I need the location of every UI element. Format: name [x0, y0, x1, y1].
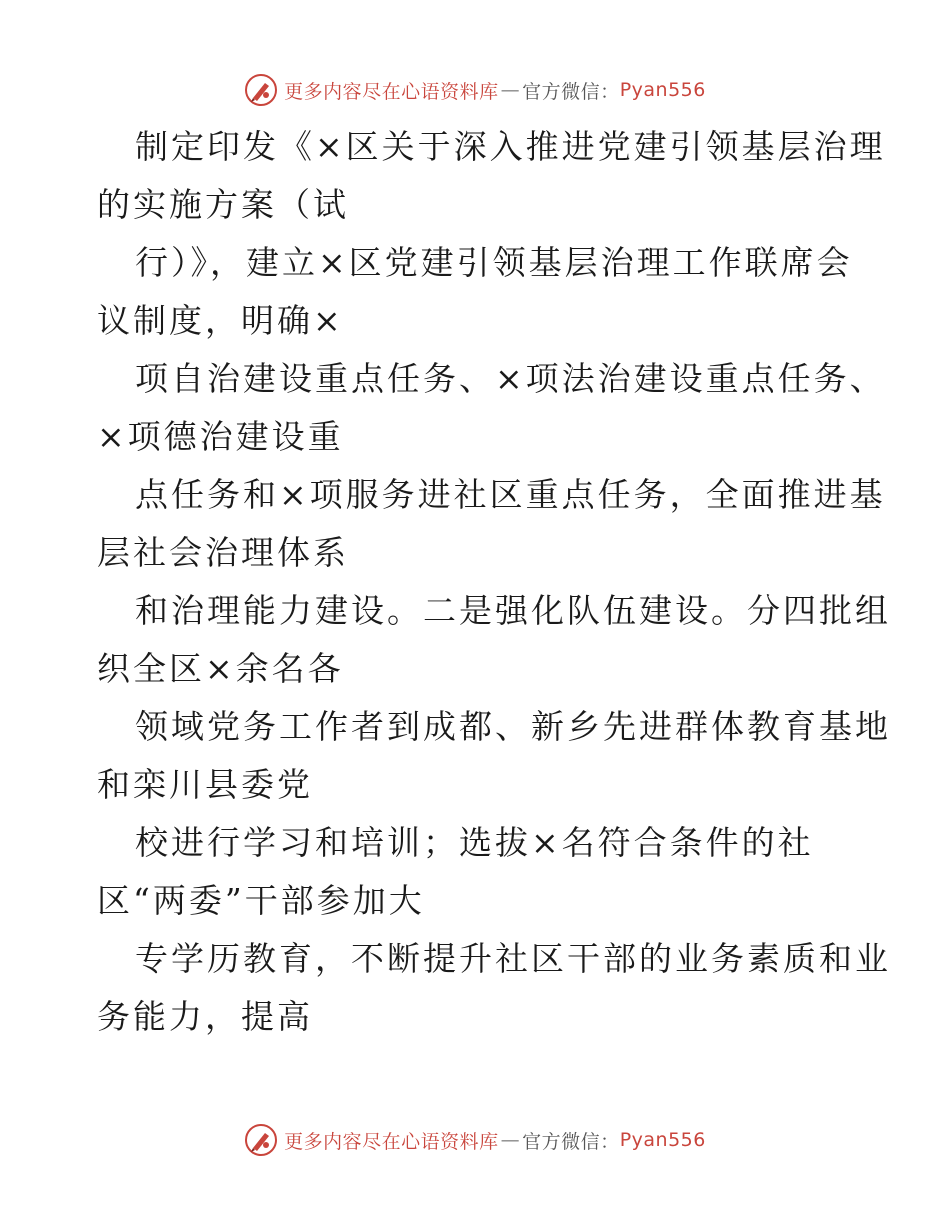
pen-logo-icon: [244, 73, 278, 107]
body-line: 行）》，建立×区党建引领基层治理工作联席会: [135, 243, 853, 282]
body-line: ×项德治建设重: [97, 417, 344, 456]
body-line: 的实施方案（试: [97, 185, 349, 224]
pen-logo-icon: [244, 1123, 278, 1157]
watermark-wechat-id: Pyan556: [619, 79, 706, 101]
body-line: 专学历教育，不断提升社区干部的业务素质和业: [135, 939, 891, 978]
body-line: 织全区×余名各: [97, 649, 344, 688]
body-line: 区“两委”干部参加大: [97, 881, 425, 920]
footer-watermark: [0, 1120, 950, 1160]
document-body: [97, 118, 891, 1046]
header-watermark: [0, 70, 950, 110]
body-line: 制定印发《×区关于深入推进党建引领基层治理: [135, 127, 886, 166]
body-line: 点任务和×项服务进社区重点任务，全面推进基: [135, 475, 886, 514]
watermark-wechat-label: 官方微信：: [522, 1130, 620, 1153]
body-line: 和栾川县委党: [97, 765, 313, 804]
body-line: 层社会治理体系: [97, 533, 349, 572]
watermark-wechat-label: 官方微信：: [522, 80, 620, 103]
body-line: 议制度，明确×: [97, 301, 344, 340]
watermark-site-text: 更多内容尽在心语资料库: [284, 1130, 499, 1153]
body-line: 和治理能力建设。二是强化队伍建设。分四批组: [135, 591, 891, 630]
body-line: 务能力，提高: [97, 997, 313, 1036]
watermark-site-text: 更多内容尽在心语资料库: [284, 80, 499, 103]
body-line: 校进行学习和培训；选拔×名符合条件的社: [135, 823, 814, 862]
watermark-separator: —: [500, 79, 521, 101]
body-line: 领域党务工作者到成都、新乡先进群体教育基地: [135, 707, 891, 746]
body-line: 项自治建设重点任务、×项法治建设重点任务、: [135, 359, 886, 398]
watermark-wechat-id: Pyan556: [619, 1129, 706, 1151]
watermark-separator: —: [500, 1129, 521, 1151]
